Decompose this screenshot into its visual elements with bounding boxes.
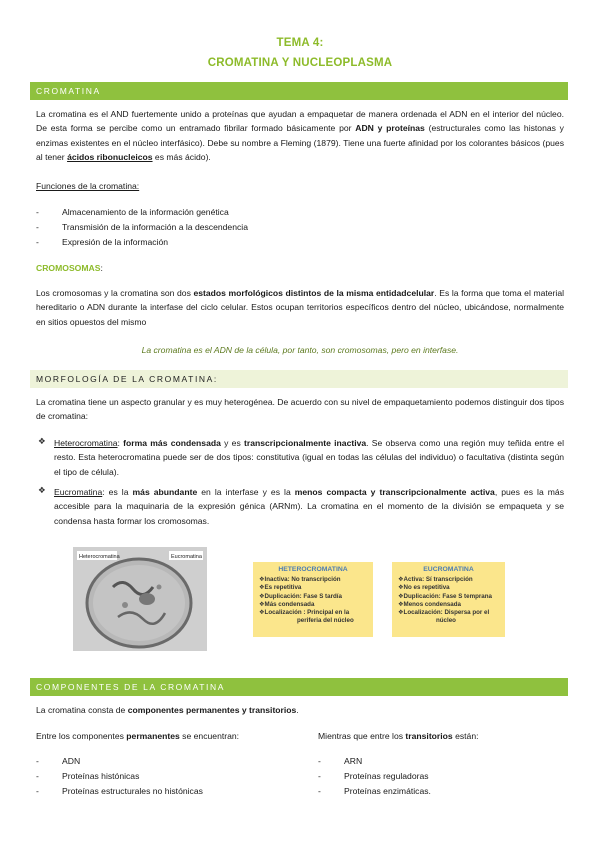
dash-bullet: - xyxy=(36,207,39,217)
funciones-heading: Funciones de la cromatina: xyxy=(36,181,140,191)
list-item-text: Proteínas estructurales no histónicas xyxy=(62,786,203,796)
card-item: ❖Localización: Dispersa por el xyxy=(398,609,490,617)
card-item: ❖Activa: Sí transcripción xyxy=(398,576,473,584)
diamond-bullet-2: ❖ xyxy=(38,485,46,495)
card-item: ❖Localización : Principal en la xyxy=(259,609,350,617)
heterocromatina-paragraph xyxy=(54,436,564,479)
transitorios-item-1 xyxy=(318,754,362,768)
card-title: HETEROCROMATINA xyxy=(278,566,348,573)
funciones-item-3 xyxy=(36,235,168,249)
permanentes-item-1 xyxy=(36,754,80,768)
card-item: ❖Duplicación: Fase S temprana xyxy=(398,592,492,600)
cromosomas-heading xyxy=(36,261,564,275)
permanentes-heading xyxy=(36,729,306,743)
dash-bullet: - xyxy=(36,756,39,766)
intro-bold-1: ADN y proteínas xyxy=(355,123,425,134)
list-item-text: Transmisión de la información a la descendencia xyxy=(62,222,248,232)
cromosomas-bold-1: estados morfológicos distintos de la misma entidadcelular xyxy=(193,288,435,298)
componentes-text-1: La cromatina consta de xyxy=(36,705,128,715)
morfologia-intro: La cromatina tiene un aspecto granular y es muy heterogénea. De acuerdo con su nivel de empaquetamiento podemos distinguir dos tipos de cromatina: xyxy=(36,397,564,422)
list-item-text: Proteínas reguladoras xyxy=(344,771,429,781)
list-item-text: Expresión de la información xyxy=(62,237,169,247)
hetero-colon: : xyxy=(117,438,124,448)
componentes-bold-1: componentes permanentes y transitorios xyxy=(127,705,297,715)
list-item-text: Almacenamiento de la información genética xyxy=(62,207,229,217)
hetero-label: Heterocromatina xyxy=(54,438,118,448)
section-bar-cromatina: CROMATINA xyxy=(30,82,568,100)
cromosomas-heading-colon: : xyxy=(100,263,103,273)
permanentes-item-2 xyxy=(36,769,139,783)
trans-text-2: están: xyxy=(452,731,479,741)
intro-text-2: (estructurales como las histonas y enzimas existentes en el núcleo interfásico). Debe su nombre a Fleming (1879). Tiene una fuerte afinidad por los colorantes básicos (pues al tener xyxy=(36,123,564,163)
cromosomas-heading-text: CROMOSOMAS xyxy=(36,263,101,273)
title-line-1: TEMA 4: xyxy=(276,37,324,49)
eu-text-3: , pues es la más accesible para la maquinaria de la expresión génica (ARNm). La cromatina en el momento de la división se empaqueta y se condensa hasta formar los cromosomas. xyxy=(54,487,564,526)
card-item: ❖Más condensada xyxy=(259,600,315,608)
title-line-2: CROMATINA Y NUCLEOPLASMA xyxy=(207,57,393,69)
card-item: ❖Inactiva: No transcripción xyxy=(259,576,341,584)
micrograph-image xyxy=(73,547,207,651)
list-item-text: Proteínas histónicas xyxy=(62,771,140,781)
eu-bold-2: menos compacta y transcripcionalmente activa xyxy=(294,487,495,497)
eu-text-2: en la interfase y es la xyxy=(197,487,295,497)
dash-bullet: - xyxy=(318,756,321,766)
funciones-item-2 xyxy=(36,220,248,234)
intro-underline-1: ácidos ribonucleicos xyxy=(67,152,153,163)
card-item: ❖Es repetitiva xyxy=(259,584,302,592)
diamond-bullet-1: ❖ xyxy=(38,436,46,446)
dash-bullet: - xyxy=(318,771,321,781)
eu-bold-1: más abundante xyxy=(132,487,198,497)
hetero-bold-1: forma más condensada xyxy=(123,438,221,448)
list-item-text: ARN xyxy=(344,756,363,766)
transitorios-heading xyxy=(318,729,564,743)
card-item: ❖No es repetitiva xyxy=(398,584,450,592)
cromosomas-text-1: Los cromosomas y la cromatina son dos xyxy=(36,288,194,298)
eu-label: Eucromatina xyxy=(54,487,103,497)
card-item: ❖Menos condensada xyxy=(398,600,461,608)
hetero-bold-2: transcripcionalmente inactiva xyxy=(244,438,367,448)
perm-text-1: Entre los componentes xyxy=(36,731,127,741)
dash-bullet: - xyxy=(318,786,321,796)
eucromatina-paragraph xyxy=(54,485,564,528)
dash-bullet: - xyxy=(36,237,39,247)
funciones-item-1 xyxy=(36,205,229,219)
hetero-text-1: y es xyxy=(220,438,244,448)
cromosomas-quote: La cromatina es el ADN de la célula, por tanto, son cromosomas, pero en interfase. xyxy=(141,345,459,355)
transitorios-item-2 xyxy=(318,769,429,783)
card-title: EUCROMATINA xyxy=(423,566,474,573)
dash-bullet: - xyxy=(36,771,39,781)
list-item-text: ADN xyxy=(62,756,81,766)
nucleus-micrograph xyxy=(73,547,207,651)
perm-bold: permanentes xyxy=(126,731,180,741)
card-item-cont: periferia del núcleo xyxy=(297,617,354,625)
transitorios-item-3 xyxy=(318,784,431,798)
dash-bullet: - xyxy=(36,222,39,232)
heterocromatina-card xyxy=(253,562,373,637)
card-item-cont: núcleo xyxy=(436,617,456,625)
cromosomas-paragraph xyxy=(36,286,564,329)
perm-text-2: se encuentran: xyxy=(179,731,240,741)
hetero-text-2: . Se observa como una región muy teñida entre el resto. Esta heterocromatina puede ser de dos tipos: constitutiva (igual en todas las células del individuo) o facultativa (distinta según el tipo de célula). xyxy=(54,438,564,477)
micro-label-hetero: Heterocromatina xyxy=(79,554,120,560)
trans-bold: transitorios xyxy=(405,731,453,741)
cromosomas-text-2: . Es la forma que toma el material hereditario o ADN durante la interfase del ciclo celular. Estos ocupan territorios específicos dentro del núcleo, ubicándose, normalmente en sitios opuestos del mismo xyxy=(36,288,565,327)
micro-label-eu: Eucromatina xyxy=(171,554,202,560)
eu-text-1: : es la xyxy=(102,487,133,497)
intro-text-1: La cromatina es el AND fuertemente unido a proteínas que ayudan a empaquetar de manera ordenada el ADN en el interior del núcleo. De esta forma se percibe como un entramado fibrilar formado básicamente por xyxy=(36,109,564,134)
list-item-text: Proteínas enzimáticas. xyxy=(344,786,431,796)
section-bar-morfologia: MORFOLOGÍA DE LA CROMATINA: xyxy=(30,370,568,388)
eucromatina-card xyxy=(392,562,505,637)
dash-bullet: - xyxy=(36,786,39,796)
componentes-intro xyxy=(36,703,564,717)
intro-paragraph xyxy=(36,107,564,165)
card-item: ❖Duplicación: Fase S tardía xyxy=(259,592,342,600)
componentes-text-2: . xyxy=(296,705,299,715)
trans-text-1: Mientras que entre los xyxy=(318,731,406,741)
section-bar-componentes: COMPONENTES DE LA CROMATINA xyxy=(30,678,568,696)
intro-text-3: es más ácido). xyxy=(152,152,211,163)
permanentes-item-3 xyxy=(36,784,203,798)
